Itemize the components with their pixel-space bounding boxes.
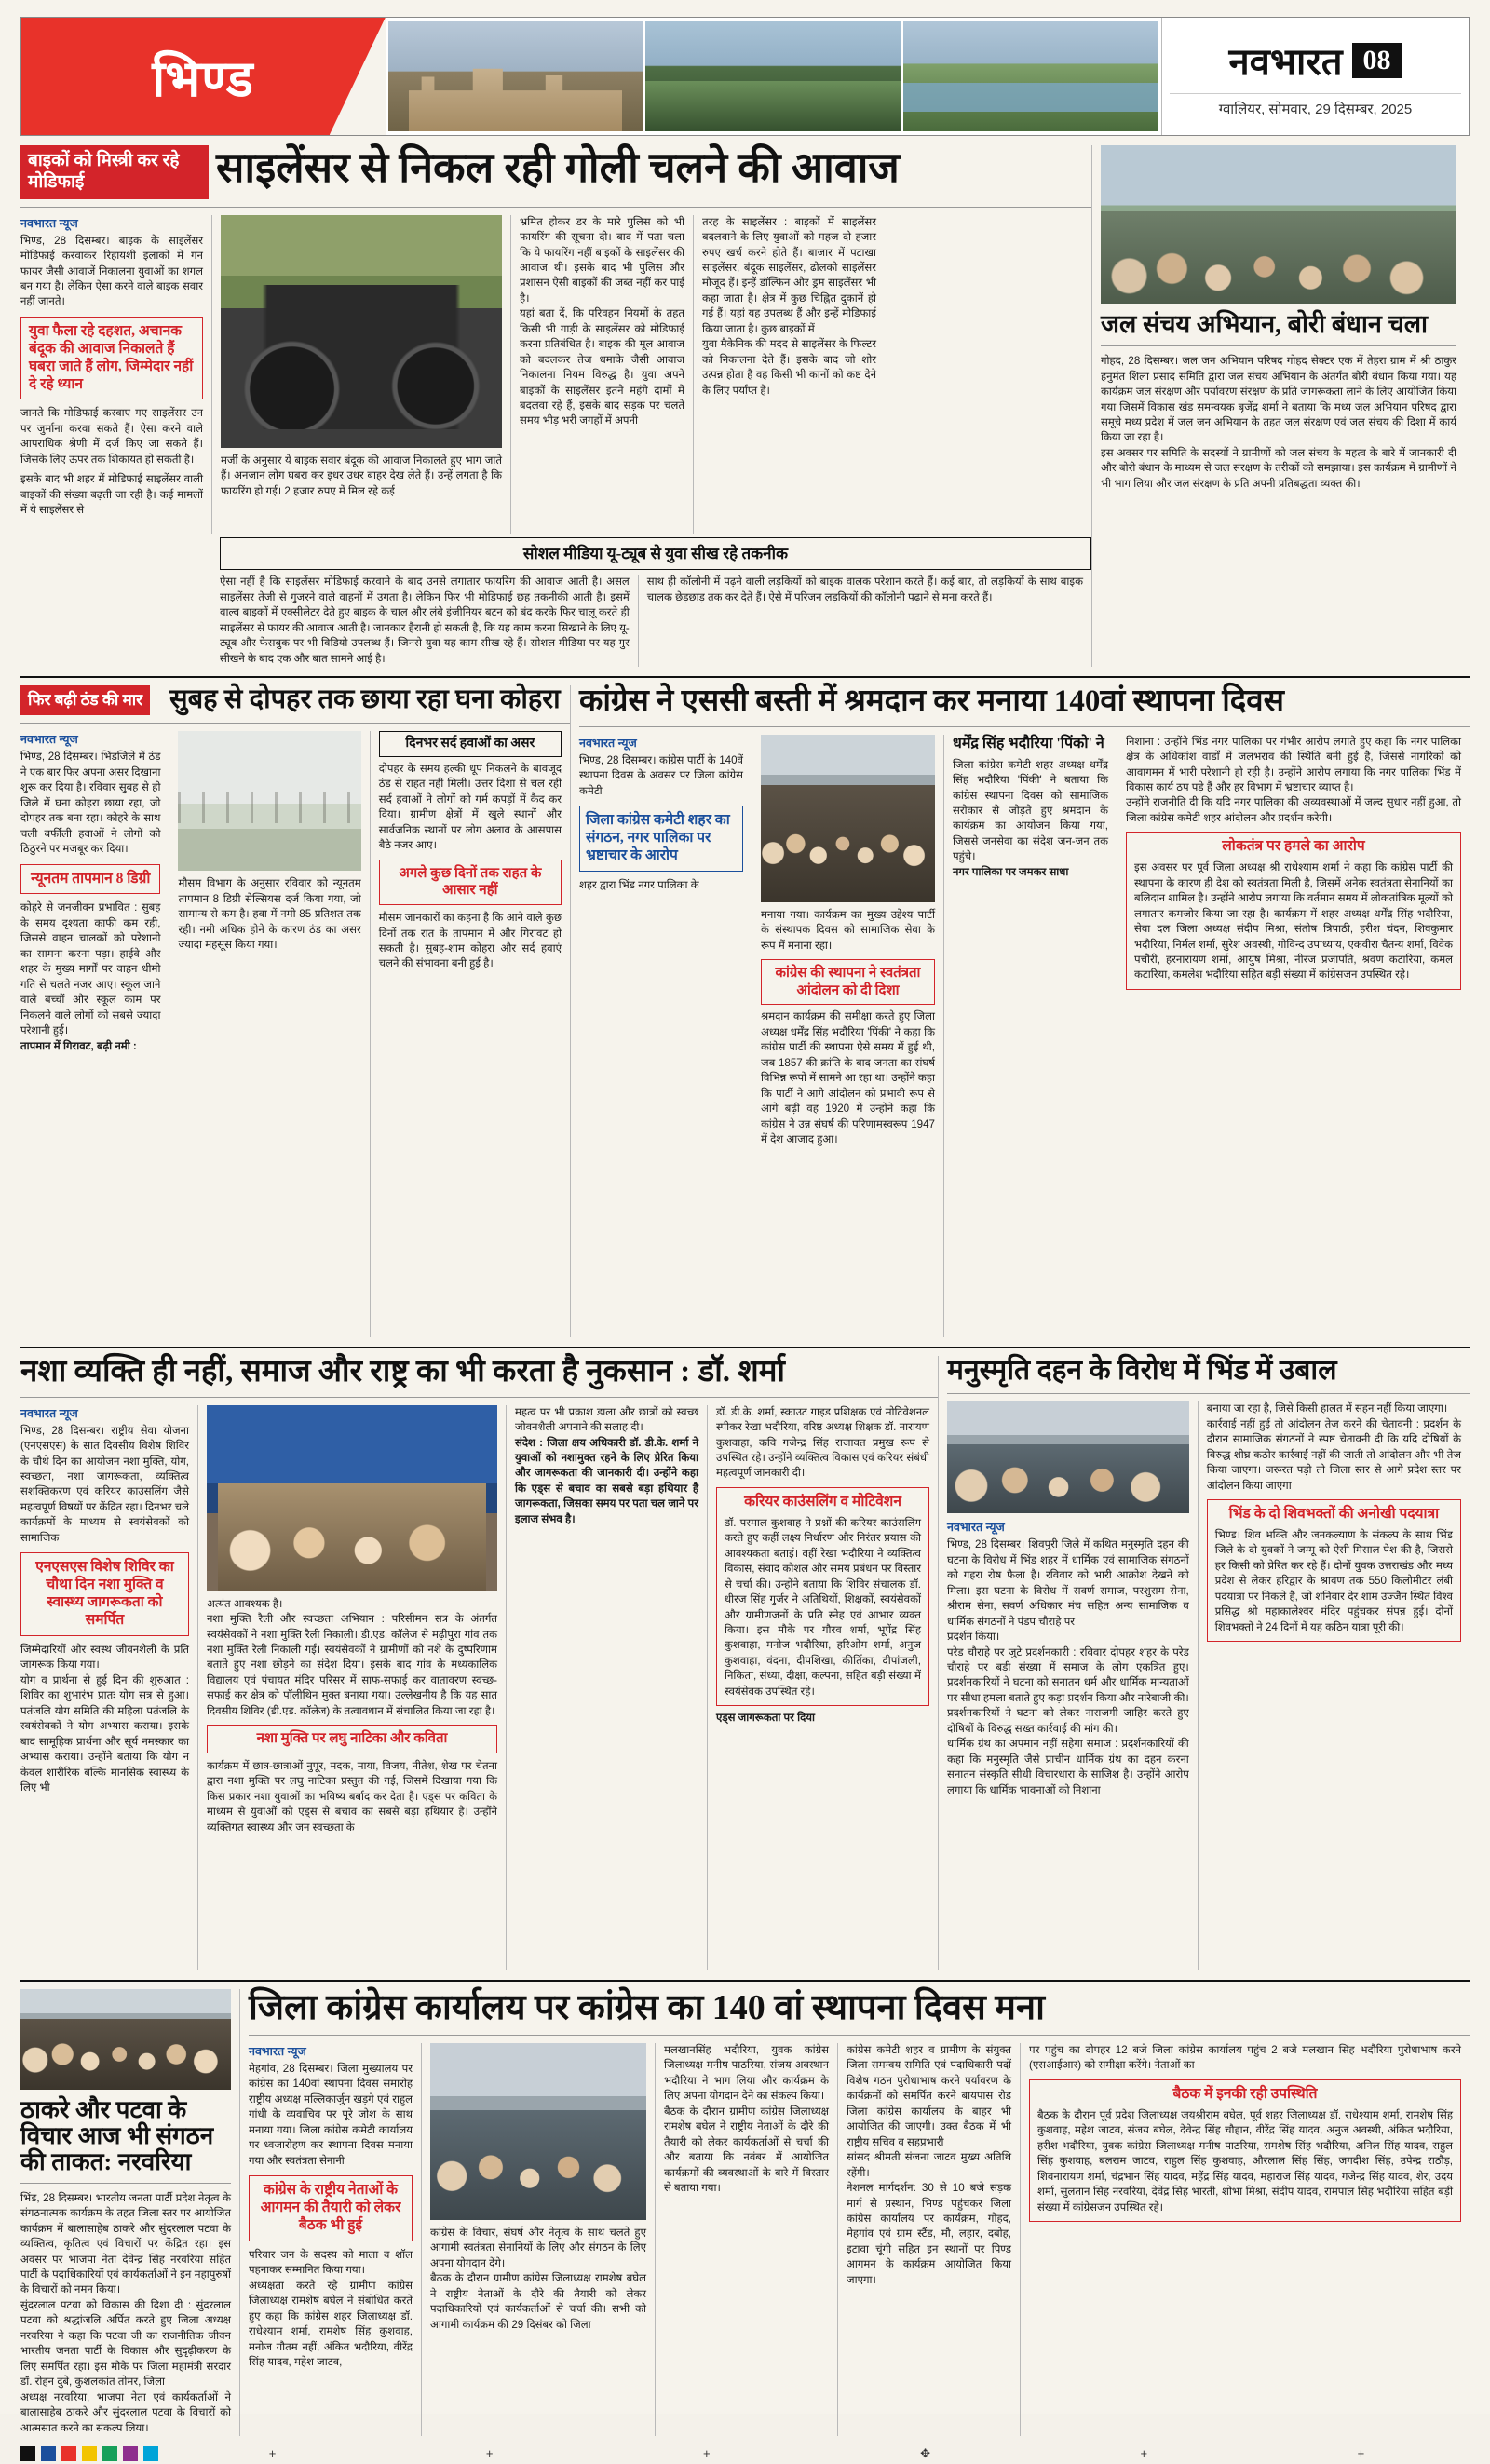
reg-mark: + (268, 2446, 277, 2460)
nasha-box-text: एनएसएस विशेष शिविर का चौथा दिन नशा मुक्ति व स्वास्थ्य जागरूकता को समर्पित (35, 1559, 174, 1628)
masthead (20, 17, 1470, 136)
fog-photo (178, 731, 360, 871)
nasha-col1-p1: भिण्ड, 28 दिसम्बर। राष्ट्रीय सेवा योजना (एनएसएस) के सात दिवसीय विशेष शिविर के चौथे दिन का आयोजन नशा मुक्ति, योग, स्वच्छता, नशा जागरूकता, व्यक्तित्व सशक्तिकरण एवं करियर काउंसलिंग जैसे महत्वपूर्ण विषयों पर केंद्रित रहा। दिनभर चले कार्यक्रमों के माध्यम से स्वयंसेवकों को सामाजिक (20, 1424, 189, 1544)
cb-col3-p2: नगर पालिका पर जमकर साधा (953, 865, 1069, 878)
nasha-col1-p3: योग व प्रार्थना से हुई दिन की शुरुआत : शिविर का शुभारंभ प्रातः योग सत्र से हुआ। पतंजलि योग समिति की महिला पतंजलि के स्वयंसेवकों ने योग अभ्यास कराया। इसके बाद सामूहिक प्रार्थना और सूर्य नमस्कार का अभ्यास कराया। उन्होंने बताया कि योग न केवल शारीरिक बल्कि मानसिक स्वास्थ्य के लिए भी (20, 1673, 189, 1794)
thackeray-p3: अध्यक्ष नरवरिया, भाजपा नेता एवं कार्यकर्ताओं ने बालासाहेब ठाकरे और सुंदरलाल पटवा के विचारों को आत्मसात करने का संकल्प लिया। (20, 2390, 231, 2434)
water-headline: जल संचय अभियान, बोरी बंधान चला (1101, 310, 1429, 338)
dcc-foundation-photo (430, 2043, 646, 2220)
cb-blue-box (579, 806, 743, 872)
padyatra-box (1207, 1499, 1461, 1642)
dateline: ग्वालियर, सोमवार, 29 दिसम्बर, 2025 (1170, 93, 1461, 118)
lead-col2-p3: यहां बता दें, कि परिवहन नियमों के तहत किसी भी गाड़ी के साइलेंसर को मोडिफाई करना प्रतिबंधित है। बाइक की मूल आवाज को बदलकर तेज धमाके जैसी आवाज निकालना नियम विरुद्ध है। युवा अपने बाइकों के साइलेंसर इतने महंगे दामों में बदलवा रहे हैं, इसके बाद सड़क पर चलते समय भीड़ भरी जगहों में अपनी (520, 307, 684, 427)
nasha-col4-p1: डॉ. डी.के. शर्मा, स्काउट गाइड प्रशिक्षक एवं मोटिवेशनल स्पीकर रेखा भदौरिया, वरिष्ठ अध्यक्ष शिक्षक डॉ. नारायण कुशवाहा, कवि गजेन्द्र सिंह राजावत प्रमुख रूप से उपस्थित रहे। उन्होंने व्यक्तित्व विकास एवं करियर संबंधी महत्वपूर्ण जानकारी दी। (716, 1405, 929, 1480)
dcc-red-box (249, 2175, 413, 2241)
thackeray-p1: भिंड, 28 दिसम्बर। भारतीय जनता पार्टी प्रदेश नेतृत्व के संगठनात्मक कार्यक्रम के तहत जिला स्तर पर आयोजित कार्यक्रम में बालासाहेब ठाकरे और सुंदरलाल पटवा के व्यक्तित्व, कृतित्व एवं विचारों पर केंद्रित रहा। इस अवसर पर भाजपा नेता देवेन्द्र सिंह नरवरिया सहित पार्टी के पदाधिकारियों एवं कार्यकर्ताओं ने इन महापुरुषों के विचारों को नमन किया। (20, 2191, 231, 2296)
nasha-col2-p1: अत्यंत आवश्यक है। (207, 1597, 283, 1610)
congress-basti-headline: कांग्रेस ने एससी बस्ती में श्रमदान कर मनाया 140वां स्थापना दिवस (579, 684, 1284, 718)
manusmriti-col1-p4: धार्मिक ग्रंथ का अपमान नहीं सहेगा समाज : प्रदर्शनकारियों की कहा कि मनुस्मृति जैसे प्राचीन धार्मिक ग्रंथ का दहन करना सनातन संस्कृति सीधी विचारधारा के साजिश है। उन्होंने आरोप लगाया कि धार्मिक भावनाओं को निशाना (947, 1738, 1189, 1796)
dcc-col2-p2: बैठक के दौरान ग्रामीण कांग्रेस जिलाध्यक्ष रामशेष बघेल ने राष्ट्रीय नेताओं के दौरे की तैयारी को लेकर पदाधिकारियों एवं कार्यकर्ताओं से चर्चा की। सभी को आगामी कार्यक्रम की 29 दिसंबर को जिला (430, 2272, 646, 2331)
dcc-col4-p1: कांग्रेस कमेटी शहर व ग्रामीण के संयुक्त जिला समन्वय समिति एवं पदाधिकारी पदों विशेष गठन पुरोधाभाष करने पर्यावरण के कार्यक्रमों को समर्पित करने बायपास रोड जिला कांग्रेस कार्यालय के बाहर भी आयोजित की जाएगी। उक्त बैठक में भी राष्ट्रीय सचिव व सहप्रभारी (847, 2044, 1011, 2148)
dcc-col3-p1: मलखानसिंह भदौरिया, युवक कांग्रेस जिलाध्यक्ष मनीष पाठरिया, संजय अवस्थान भदौरिया ने भाग लिया और कार्यक्रम के लिए अपना योगदान देने का संकल्प किया। (664, 2044, 829, 2103)
cb-col3-p1: जिला कांग्रेस कमेटी शहर अध्यक्ष धर्मेंद्र सिंह भदौरिया 'पिंकी' ने बताया कि कांग्रेस स्थापना दिवस को सामाजिक सरोकार से जोड़ते हुए श्रमदान के कार्यक्रम का आयोजन किया गया, जिससे जनसेवा का संदेश जन-जन तक पहुंचे। (953, 758, 1108, 863)
reg-mark: + (702, 2446, 711, 2460)
nasha-headline: नशा व्यक्ति ही नहीं, समाज और राष्ट्र का भी करता है नुकसान : डॉ. शर्मा (20, 1355, 785, 1388)
lead-highlight-text: युवा फैला रहे दहशत, अचानक बंदूक की आवाज निकालते हैं घबरा जाते हैं लोग, जिम्मेदार नहीं दे रहे ध्यान (29, 322, 194, 392)
swatch-blue (41, 2446, 56, 2461)
nasha-career-box (716, 1487, 929, 1706)
dcc-attendance-head: बैठक में इनकी रही उपस्थिति (1172, 2085, 1318, 2102)
cb-red-box-head: लोकतंत्र पर हमले का आरोप (1222, 838, 1365, 855)
dcc-col4-p2: सांसद श्रीमती संजना जाटव मुख्य अतिथि रहेंगी। (847, 2151, 1011, 2179)
swatch-red (61, 2446, 76, 2461)
manusmriti-col1-p3: परेड चौराहे पर जुटे प्रदर्शनकारी : रविवार दोपहर शहर के परेड चौराहे पर बड़ी संख्या में समाज के लोग एकत्रित हुए। प्रदर्शनकारियों ने घटना को सनातन धर्म और धार्मिक मान्यताओं पर सीधा हमला बताते हुए कड़ा प्रदर्शन किया और नारेबाजी की। प्रदर्शनकारियों ने घटना को लेकर नाराजगी जाहिर करते हुए दोषियों के विरुद्ध सख्त कार्रवाई की मांग की। (947, 1645, 1189, 1735)
lead-subheadline-box: सोशल मीडिया यू-ट्यूब से युवा सीख रहे तकनीक (220, 537, 1091, 570)
dcc-headline: जिला कांग्रेस कार्यालय पर कांग्रेस का 140 वां स्थापना दिवस मना (249, 1988, 1045, 2027)
lead-headline: साइलेंसर से निकल रही गोली चलने की आवाज (216, 144, 900, 191)
fog-col2-p2: दोपहर के समय हल्की धूप निकलने के बावजूद ठंड से राहत नहीं मिली। उत्तर दिशा से चल रही सर्द हवाओं ने लोगों को गर्म कपड़ों में कैद कर दिया। ग्रामीण क्षेत्रों में खुले स्थानों और सार्वजनिक स्थानों पर लोग अलाव के आसपास बैठे नजर आए। (378, 762, 562, 852)
lead-col1-p1: भिण्ड, 28 दिसम्बर। बाइक के साइलेंसर मोडिफाई करवाकर रिहायशी इलाकों में गन फायर जैसी आवाजें निकालना युवाओं का शगल बन गया है। लेकिन ऐसा करने वाले बाइक सवार नहीं जानते। (20, 234, 203, 308)
nasha-col2-p2: नशा मुक्ति रैली और स्वच्छता अभियान : परिसीमन सत्र के अंतर्गत स्वयंसेवकों ने नशा मुक्ति रैली निकाली। डी.एड. कॉलेज से मढ़ीपुरा गांव तक नशा मुक्ति रैली निकाली गई। स्वयंसेवकों ने ग्रामीणों को नशे के दुष्परिणाम बताते हुए नशा छोड़ने का संदेश दिया। इसके बाद गांव के मध्यकालिक विद्यालय एवं पंचायत मंदिर परिसर में साफ-सफाई कर वातावरण स्वच्छ-सफाई कर क्षेत्र को पॉलीथिन मुक्त बनाया गया। उल्लेखनीय है कि यह सात दिवसीय शिविर (डी.एड. कॉलेज) के तत्वावधान में संचालित किया जा रहा है। (207, 1613, 497, 1717)
fog-col1-p3: तापमान में गिरावट, बढ़ी नमी : (20, 1039, 137, 1052)
landscape-photo (645, 21, 900, 131)
water-body-p1: गोहद, 28 दिसम्बर। जल जन अभियान परिषद गोहद सेक्टर एक में तेहरा ग्राम में श्री ठाकुर हनुमंत शिला प्रसाद समिति द्वारा जल संचय अभियान के अंतर्गत बोरी बंधान किया गया। यह कार्यक्रम जल संरक्षण और पर्यावरण संरक्षण के प्रति जागरूकता लाने के लिए आयोजित किया गया जिसमें विकास खंड समन्वयक बृजेंद्र शर्मा ने बताया कि मध्य जल अभियान परिषद द्वारा समूचे मध्य प्रदेश में जल जन अभियान के तहत जल संरक्षण एवं जल संचय की दिशा में कार्य किया जा रहा है। (1101, 355, 1456, 444)
nasha-col3-p1: महत्व पर भी प्रकाश डाला और छात्रों को स्वच्छ जीवनशैली अपनाने की सलाह दी। (515, 1405, 698, 1434)
fog-col2-p1: मौसम विभाग के अनुसार रविवार को न्यूनतम तापमान 8 डिग्री सेल्सियस दर्ज किया गया, जो सामान्य से कम है। हवा में नमी 85 प्रतिशत तक रही। नमी अधिक होने के कारण ठंड का असर ज्यादा महसूस किया गया। (178, 877, 361, 952)
cb-col4-p2: उन्होंने राजनीति दी कि यदि नगर पालिका की अव्यवस्थाओं में जल्द सुधार नहीं हुआ, तो जिला कांग्रेस कमेटी शहर आंदोलन और प्रदर्शन करेगी। (1126, 796, 1461, 824)
fog-kicker: फिर बढ़ी ठंड की मार (20, 685, 150, 715)
nasha-tail: एड्स जागरूकता पर दिया (716, 1712, 815, 1725)
swatch-magenta (123, 2446, 138, 2461)
nasha-career-body: डॉ. परमाल कुशवाह ने प्रश्नों की करियर काउंसलिंग करते हुए कहीं लक्ष्य निर्धारण और निरंतर प्रयास की आवश्यकता बताई। वहीं रेखा भदौरिया ने व्यक्तित्व विकास, संवाद कौशल और समय प्रबंधन पर विस्तार से चर्चा की। उन्होंने बताया कि शिविर संचालक डॉ. धीरज सिंह गुर्जर ने अतिथियों, शिक्षकों, स्वयंसेवकों और ग्रामीणजनों के प्रति स्नेह एवं आभार व्यक्त किया। इस मौके पर गौरव शर्मा, भूपेंद्र सिंह कुशवाहा, मनोज भदौरिया, हरिओम शर्मा, अनुज कुशवाहा, वंदना, दीपशिखा, कीर्तिका, दीपांजली, निकिता, संध्या, दीक्षा, कल्पना, सहित बड़ी संख्या में स्वयंसेवक उपस्थित रहे। (725, 1516, 921, 1698)
nasha-col2-p3: कार्यक्रम में छात्र-छात्राओं नुपूर, मदक, माया, विजय, नीतेश, शेख पर चेतना द्वारा नशा मुक्ति पर लघु नाटिका प्रस्तुत की गई, जिसमें दिखाया गया कि किस प्रकार नशा युवाओं का भविष्य बर्बाद कर देता है। एड्स पर कविता के माध्यम से युवाओं को एड्स से बचाव का सबसे बड़ा हथियार है। उन्होंने व्यक्तिगत स्वास्थ्य और जन स्वच्छता के (207, 1760, 497, 1834)
manusmriti-byline: नवभारत न्यूज (947, 1521, 1005, 1535)
fog-col1-p1: भिण्ड, 28 दिसम्बर। भिंडजिले में ठंड ने एक बार फिर अपना असर दिखाना शुरू कर दिया है। रविवार सुबह से ही जिले में घना कोहरा छाया रहा, जो दोपहर तक बना रहा। कोहरे के साथ चली बर्फीली हवाओं ने लोगों को ठिठुरने पर मजबूर कर दिया। (20, 751, 161, 856)
cb-intro: भिण्ड, 28 दिसम्बर। कांग्रेस पार्टी के 140वें स्थापना दिवस के अवसर पर जिला कांग्रेस कमेटी (579, 753, 743, 797)
cb-col4-p1: निशाना : उन्होंने भिंड नगर पालिका पर गंभीर आरोप लगाते हुए कहा कि नगर पालिका क्षेत्र के अधिकांश वार्डों में जलभराव की स्थिति बनी हुई है, जिससे नागरिकों को आवागमन में भारी परेशानी हो रही है। उन्होंने आरोप लगाया कि नगर पालिका भिंड में विकास कार्य ठप पड़े हैं और हर विभाग में भ्रष्टाचार व्याप्त है। (1126, 735, 1461, 793)
registration-marks (164, 2446, 1470, 2461)
nss-camp-photo (207, 1405, 497, 1591)
nasha-box (20, 1552, 189, 1636)
padyatra-body: भिण्ड। शिव भक्ति और जनकल्याण के संकल्प के साथ भिंड जिले के दो युवकों ने जम्मू को ऐसी मिसाल पेश की है, जिससे हर किसी को प्रेरित कर रहे हैं। दोनों युवक उत्तराखंड और मध्य प्रदेश से लेकर हरिद्वार के श्रावण तक 550 किलोमीटर लंबी पदयात्रा पर निकले हैं, जो शनिवार देर शाम उज्जैन स्थित विश्व प्रसिद्ध श्री महाकालेश्वर मंदिर पहुंचकर संपन्न हुई। दोनों शिवभक्तों ने 24 दिनों में यह कठिन यात्रा पूरी की। (1214, 1529, 1453, 1633)
cb-red-box-body: इस अवसर पर पूर्व जिला अध्यक्ष श्री राधेश्याम शर्मा ने कहा कि कांग्रेस पार्टी की स्थापना के कारण ही देश को स्वतंत्रता मिली है, जिसमें अनेक स्वतंत्रता सेनानियों का बलिदान शामिल है। उन्होंने आरोप लगाया कि वर्तमान समय में लोकतांत्रिक मूल्यों को लगातार कमजोर किया जा रहा है। कार्यक्रम में शहर अध्यक्ष धर्मेंद्र सिंह भदौरिया, सेवा दल जिला अध्यक्ष संदीप मिश्रा, संतोष त्रिपाठी, हरीश चंदन, शिवकुमार भदौरिया, निर्मल शर्मा, सुरेश अवस्थी, गोविन्द उपाध्याय, एकवीरा चैतन्य शर्मा, विवेक पचौरी, हरनारायण शर्मा, आयुष मिश्रा, नीरज प्रजापति, श्रवण कटारिया, कमल कटारिया, कमलेश भदौरिया सहित बड़ी संख्या में कांग्रेसजन उपस्थित रहे। (1134, 861, 1453, 982)
bjp-meeting-photo (20, 1989, 231, 2090)
lead-highlight-box (20, 317, 203, 400)
manusmriti-col2-p2: कार्रवाई नहीं हुई तो आंदोलन तेज करने की चेतावनी : प्रदर्शन के दौरान सामाजिक संगठनों ने स्पष्ट चेतावनी दी कि यदि दोषियों के विरुद्ध शीघ्र कठोर कार्रवाई नहीं की जाती तो आंदोलन और भी तेज किया जाएगा। जरूरत पड़ी तो जिला स्तर से आगे प्रदेश स्तर पर आंदोलन किया जाएगा। (1206, 1417, 1461, 1492)
brand-name: नवभारत (1228, 41, 1343, 83)
masthead-brand-block (1161, 18, 1469, 135)
lead-kicker: बाइकों को मिस्त्री कर रहे मोडिफाई (20, 145, 209, 199)
dcc-byline: नवभारत न्यूज (249, 2045, 306, 2059)
fog-headline: सुबह से दोपहर तक छाया रहा घना कोहरा (169, 684, 561, 714)
nasha-sub-red: नशा मुक्ति पर लघु नाटिका और कविता (207, 1725, 497, 1753)
thackeray-p2: सुंदरलाल पटवा को विकास की दिशा दी : सुंदरलाल पटवा को श्रद्धांजलि अर्पित करते हुए जिला अध्यक्ष नरवरिया ने कहा कि पटवा जी का राजनीतिक जीवन भारतीय जनता पार्टी के विकास और सुदृढ़ीकरण के लिए समर्पित रहा। इस मौके पर जिला महामंत्री सरदार डॉ. रोहन दुबे, कुशलकांत तोमर, जिला (20, 2298, 231, 2389)
dcc-col1-p1: मेहगांव, 28 दिसम्बर। जिला मुख्यालय पर कांग्रेस का 140वां स्थापना दिवस समारोह राष्ट्रीय अध्यक्ष मल्लिकार्जुन खड़गे एवं राहुल गांधी के व्यवाचिव पर पूरे जोश के साथ मनाया गया। जिला कांग्रेस कमेटी कार्यालय पर ध्वजारोहण कर स्थापना दिवस मनाया गया और स्वतंत्रता सेनानी (249, 2063, 413, 2167)
nasha-byline: नवभारत न्यूज (20, 1406, 78, 1420)
dcc-col5-p1: पर पहुंच का दोपहर 12 बजे जिला कांग्रेस कार्यालय पहुंच 2 बजे मलखान सिंह भदौरिया पुरोधाभाष करने (एसआईआर) को समीक्षा करेंगे। नेताओं का (1029, 2044, 1461, 2072)
dcc-col1-p2: परिवार जन के सदस्य को माला व शॉल पहनाकर सम्मानित किया गया। (249, 2248, 413, 2277)
cb-col1-tail: शहर द्वारा भिंड नगर पालिका के (579, 878, 699, 891)
dcc-attendance-body: बैठक के दौरान पूर्व प्रदेश जिलाध्यक्ष जयश्रीराम बघेल, पूर्व शहर जिलाध्यक्ष डॉ. राधेश्याम शर्मा, रामशेष सिंह कुशवाह, महेश जाटव, संजय बघेल, देवेन्द्र सिंह चौहान, वीरेंद्र सिंह यादव, अनुज अवस्थी, अंकित भदौरिया, हरीश भदौरिया, युवक कांग्रेस जिलाध्यक्ष मनीष पाठरिया, रामशेष सिंह भदौरिया, अनिल सिंह यादव, राहुल सिंह कुशवाह, बलराम जाटव, राहुल सिंह कुशवाह, औरलाल सिंह सिंह, जगदीश सिंह, उपेन्द्र राठौड़, शिवनारायण शर्मा, चंद्रभान सिंह यादव, महेंद्र सिंह यादव, महाराज सिंह यादव, गजेन्द्र सिंह यादव, शेर, उदय शर्मा, सुलतान सिंह नरवरिया, देवेंद्र सिंह भारती, शोभा मिश्रा, संदीप यादव, रामपाल सिंह भदौरिया सहित बड़ी संख्या में कांग्रेसजन उपस्थित रहे। (1037, 2108, 1453, 2214)
fog-col1-p2: कोहरे से जनजीवन प्रभावित : सुबह के समय दृश्यता काफी कम रही, जिससे वाहन चालकों को परेशानी का सामना करना पड़ा। हाईवे और शहर के मुख्य मार्गों पर वाहन धीमी गति से चलते नजर आए। स्कूल जाने वाले बच्चों और स्कूल काम पर निकलने वाले लोगों को सबसे ज्यादा परेशानी हुई। (20, 901, 161, 1037)
swatch-green (102, 2446, 117, 2461)
swatch-yellow (82, 2446, 97, 2461)
manusmriti-col1-p2: प्रदर्शन किया। (947, 1631, 1000, 1644)
reg-mark: + (485, 2446, 494, 2460)
lead-col1-p2: जानते कि मोडिफाई करवाए गए साइलेंसर उन पर जुर्माना करवा सकते हैं। ऐसा करने वाले आपराधिक श्रेणी में दर्ज किए जा सकते हैं। जिसके लिए ऊपर तक शिकायत हो सकती है। (20, 407, 203, 466)
city-name: भिण्ड (152, 51, 254, 107)
dcc-red-box-text: कांग्रेस के राष्ट्रीय नेताओं के आगमन की तैयारी को लेकर बैठक भी हुई (260, 2182, 401, 2234)
dcc-col1-p3: अध्यक्षता करते रहे ग्रामीण कांग्रेस जिलाध्यक्ष रामशेष बघेल ने संबोधित करते हुए कहा कि कांग्रेस शहर जिलाध्यक्ष डॉ. राधेश्याम शर्मा, रामशेष सिंह कुशवाह, मनोज गौतम नहीं, अंकित भदौरिया, वीरेंद्र सिंह यादव, महेश जाटव, (249, 2279, 413, 2369)
lead-sub-p1: ऐसा नहीं है कि साइलेंसर मोडिफाई करवाने के बाद उनसे लगातार फायरिंग की आवाज आती है। असल साइलेंसर तेजी से गुजरने वाले वाहनों में उगता है। लेकिन फिर भी मोडिफाई छह तकनीकी आती है। इसमें वाल्व बाइकों में एक्सीलेटर देते हुए बाइक के चाल और लंबे इंजीनियर बटन को बंद करके फिर चालू करते ही साइलेंसर से फायर की आवाज आती है। जानकार हैरानी हो सकती है, कि यह काम करना सिखाने के लिए यू-ट्यूब और फेसबुक पर भी विडियो उपलब्ध हैं। जिनसे युवा यह काम सीख रहे हैं। सोशल मीडिया पर यह गुर सीखने के बाद एक और बात सामने आई है। (220, 575, 630, 665)
dcc-col4-p3: नेशनल मार्गदर्शन: 30 से 10 बजे सड़क मार्ग से प्रस्थान, भिण्ड पहुंचकर जिला कांग्रेस कार्यालय पर कार्यक्रम, गोहद, मेहगांव एवं ग्राम स्टैंड, मौ, लहार, दबोह, इटावा चूंगी सहित इन स्थानों पर पिण्ड आगमन के कार्यक्रम आयोजित किया जाएगा। (847, 2182, 1011, 2286)
lake-photo (903, 21, 1158, 131)
cb-sub-red: कांग्रेस की स्थापना ने स्वतंत्रता आंदोलन को दी दिशा (761, 959, 935, 1006)
fog-temp-text: न्यूनतम तापमान 8 डिग्री (31, 870, 151, 887)
reg-mark: + (1140, 2446, 1148, 2460)
fog-byline: नवभारत न्यूज (20, 733, 78, 747)
cb-byline: नवभारत न्यूज (579, 736, 637, 750)
dcc-col2-p1: कांग्रेस के विचार, संघर्ष और नेतृत्व के साथ चलते हुए आगामी स्वतंत्रता सेनानियों के लिए और संगठन के लिए अपना योगदान देंगे। (430, 2227, 646, 2269)
protest-photo (947, 1401, 1189, 1513)
water-body-p2: इस अवसर पर समिति के सदस्यों ने ग्रामीणों को जल संचय के महत्व के बारे में जानकारी दी और बोरी बंधान के माध्यम से जल संरक्षण के तरीकों को समझाया। इस कार्यक्रम में ग्रामीणों ने भी भाग लिया और जल संरक्षण के प्रति अपनी प्रतिबद्धता व्यक्त की। (1101, 446, 1456, 490)
lead-col2-p1: मर्जी के अनुसार ये बाइक सवार बंदूक की आवाज निकालते हुए भाग जाते हैं। अनजान लोग घबरा कर इधर उधर बाहर देख लेते हैं। उन्हें लगता है कि फायरिंग हो गई। 2 हजार रुपए में मिल रहे कई (221, 454, 502, 497)
dcc-col3-p2: बैठक के दौरान ग्रामीण कांग्रेस जिलाध्यक्ष रामशेष बघेल ने राष्ट्रीय नेताओं के दौरे की तैयारी को लेकर कार्यकर्ताओं से चर्चा की और बताया कि नवंबर में आयोजित कार्यक्रमों की व्यवस्थाओं के बारे में विस्तार से बताया गया। (664, 2105, 829, 2195)
thackeray-headline: ठाकरे और पटवा के विचार आज भी संगठन की ताकत: नरवरिया (20, 2095, 214, 2175)
manusmriti-col2-p1: बनाया जा रहा है, जिसे किसी हालत में सहन नहीं किया जाएगा। (1206, 1402, 1448, 1415)
dcc-attendance-box (1029, 2079, 1461, 2222)
cb-quote: धर्मेंद्र सिंह भदौरिया 'पिंको' ने (953, 735, 1104, 751)
lead-byline: नवभारत न्यूज (20, 216, 78, 230)
cb-red-box (1126, 832, 1461, 990)
swatch-black (20, 2446, 35, 2461)
fog-sub1: दिनभर सर्द हवाओं का असर (379, 731, 562, 757)
nasha-col1-p2: जिम्मेदारियों और स्वस्थ जीवनशैली के प्रति जागरूक किया गया। (20, 1643, 189, 1672)
cb-sub-red-body: श्रमदान कार्यक्रम की समीक्षा करते हुए जिला अध्यक्ष धर्मेंद्र सिंह भदौरिया 'पिंकी' ने कहा कि कांग्रेस पार्टी की स्थापना ऐसे समय में हुई थी, जब 1857 की क्रांति के बाद जनता का संघर्ष विभिन्न रूपों में सामने आ रहा था। उन्होंने कहा कि पार्टी ने आगे आंदोलन को प्रभावी रूप से आगे बढ़ी वह 1920 में उन्होंने कहा कि कांग्रेस ने उन्न संघर्ष की परिणामस्वरूप 1947 में देश आजाद हुआ। (761, 1010, 935, 1146)
lead-col3-p1: तरह के साइलेंसर : बाइकों में साइलेंसर बदलवाने के लिए युवाओं को महज दो हजार रुपए खर्च करने होते हैं। बाजार में पटाखा साइलेंसर, बंदूक साइलेंसर, ढोलको साइलेंसर मौजूद हैं। इन्हें डॉल्फिन और ड्रम साइलेंसर भी कहा जाता है। क्षेत्र में कुछ चिह्नित दुकानें हो गई हैं। यहां यह उपलब्ध हैं और इन्हें मोडिफाई किया जाता है। कुछ बाइकों में (702, 215, 876, 335)
congress-shramdaan-photo (761, 735, 935, 902)
nasha-col3-sub: संदेश : जिला क्षय अधिकारी डॉ. डी.के. शर्मा ने युवाओं को नशामुक्त रहने के लिए प्रेरित किया और जागरूकता की जानकारी दी। उन्होंने कहा कि एड्स से बचाव का सबसे बड़ा हथियार है जागरूकता, जिसका समय पर पता चल जाने पर इलाज संभव है। (515, 1436, 698, 1525)
cb-blue-text: जिला कांग्रेस कमेटी शहर का संगठन, नगर पालिका पर भ्रष्टाचार के आरोप (586, 811, 730, 863)
masthead-city-badge (21, 18, 385, 135)
lead-col1-p3: इसके बाद भी शहर में मोडिफाई साइलेंसर वाली बाइकों की संख्या बढ़ती जा रही है। कई मामलों में ये साइलेंसर से (20, 473, 203, 517)
lead-col3-p2: युवा मैकेनिक की मदद से साइलेंसर के फिल्टर को निकालना देते हैं। इसके बाद जो शोर उत्पन्न होता है वह किसी भी कानों को कष्ट देने के लिए पर्याप्त है। (702, 338, 876, 397)
nasha-career-head: करियर काउंसलिंग व मोटिवेशन (744, 1493, 901, 1510)
fog-col2-p3: मौसम जानकारों का कहना है कि आने वाले कुछ दिनों तक रात के तापमान में और गिरावट हो सकती है। सुबह-शाम कोहरा और सर्द हवाएं चलने की संभावना बनी हुई है। (378, 912, 562, 970)
print-registration-bar (20, 2444, 1470, 2464)
bike-silencer-photo (221, 215, 502, 448)
manusmriti-col1-p1: भिण्ड, 28 दिसम्बर। शिवपुरी जिले में कथित मनुस्मृति दहन की घटना के विरोध में भिंड शहर में धार्मिक एवं सामाजिक संगठनों को गहरा रोष फैला है। रविवार को भारी आक्रोश देखने को मिला। इस घटना के विरोध में सवर्ण समाज, परशुराम सेना, श्रीराम सेना, सवर्ण अधिकार मंच सहित अन्य सामाजिक व धार्मिक संगठनों ने पंडप चौराहे पर (947, 1538, 1189, 1628)
manusmriti-headline: मनुस्मृति दहन के विरोध में भिंड में उबाल (947, 1355, 1337, 1386)
masthead-photo-strip (385, 18, 1161, 135)
fog-sub2: अगले कुछ दिनों तक राहत के आसार नहीं (379, 860, 562, 906)
page-number: 08 (1352, 43, 1402, 78)
water-campaign-photo (1101, 145, 1456, 304)
lead-col2-p2: भ्रमित होकर डर के मारे पुलिस को भी फायरिंग की सूचना दी। बाद में पता चला कि ये फायरिंग नहीं बाइकों के साइलेंसर की आवाज थी। इसके बाद भी पुलिस और प्रशासन ऐसी बाइकों की जब्त नहीं कर पाई है। (520, 215, 684, 305)
swatch-cyan (143, 2446, 158, 2461)
cb-col2-p: मनाया गया। कार्यक्रम का मुख्य उद्देश्य पार्टी के संस्थापक दिवस को सामाजिक सेवा के रूप में मनाना रहा। (761, 908, 935, 952)
fog-temp-box (20, 864, 160, 895)
reg-mark-center: ✥ (920, 2446, 930, 2460)
reg-mark: + (1357, 2446, 1365, 2460)
fort-photo (388, 21, 643, 131)
padyatra-head: भिंड के दो शिवभक्तों की अनोखी पदयात्रा (1228, 1506, 1440, 1523)
lead-sub-p2: साथ ही कॉलोनी में पढ़ने वाली लड़कियों को बाइक वालक परेशान करते हैं। कई बार, तो लड़कियों के साथ बाइक चालक छेड़छाड़ तक कर देते हैं। ऐसे में परिजन लड़कियों की कॉलोनी पढ़ाने से मना करते हैं। (646, 575, 1084, 603)
